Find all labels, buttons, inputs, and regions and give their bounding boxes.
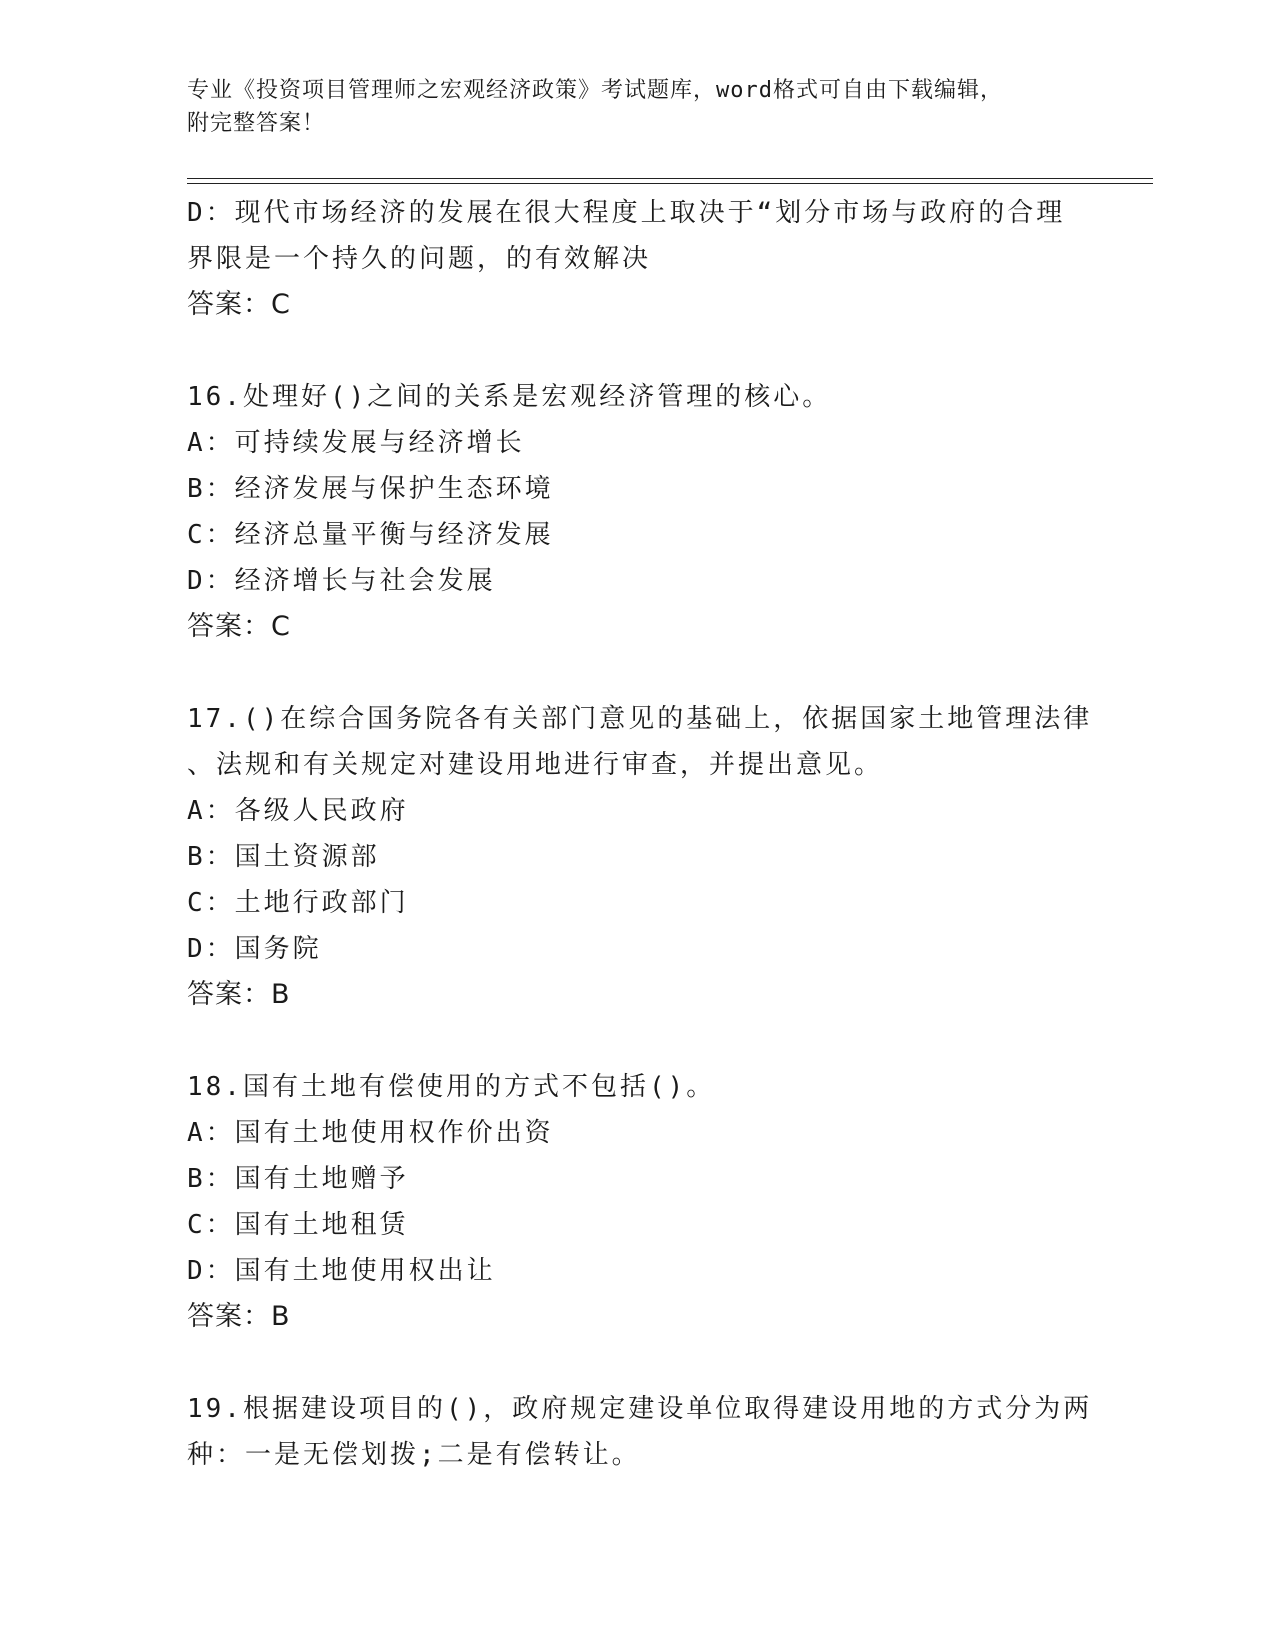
option-b: B：经济发展与保护生态环境 — [187, 474, 554, 504]
question-stem-continued: 种：一是无偿划拨;二是有偿转让。 — [187, 1440, 641, 1470]
header-rule-bottom — [187, 183, 1153, 184]
question-stem: 16.处理好()之间的关系是宏观经济管理的核心。 — [187, 382, 832, 412]
option-d: D：经济增长与社会发展 — [187, 566, 496, 596]
question-18 — [187, 1064, 1087, 1340]
question-16 — [187, 374, 1087, 650]
option-b: B：国土资源部 — [187, 842, 380, 872]
option-a: A：各级人民政府 — [187, 796, 409, 826]
document-header — [187, 74, 1087, 140]
question-list — [187, 190, 1093, 1478]
answer-label: 答案：C — [187, 611, 291, 642]
answer-label: 答案：B — [187, 1301, 291, 1332]
option-d: D：国有土地使用权出让 — [187, 1256, 496, 1286]
question-stem: 17.()在综合国务院各有关部门意见的基础上，依据国家土地管理法律 — [187, 704, 1093, 734]
question-stem-continued: 、法规和有关规定对建设用地进行审查，并提出意见。 — [187, 750, 884, 780]
answer-label: 答案：C — [187, 289, 291, 320]
question-15-tail — [187, 190, 1087, 328]
question-19 — [187, 1386, 1093, 1478]
question-17 — [187, 696, 1093, 1018]
option-b: B：国有土地赠予 — [187, 1164, 409, 1194]
option-d-continued: 界限是一个持久的问题，的有效解决 — [187, 244, 652, 274]
option-d: D：现代市场经济的发展在很大程度上取决于“划分市场与政府的合理 — [187, 198, 1066, 228]
option-a: A：国有土地使用权作价出资 — [187, 1118, 554, 1148]
option-a: A：可持续发展与经济增长 — [187, 428, 525, 458]
option-c: C：土地行政部门 — [187, 888, 409, 918]
header-line-1: 专业《投资项目管理师之宏观经济政策》考试题库，word格式可自由下载编辑， — [187, 78, 1003, 103]
option-d: D：国务院 — [187, 934, 322, 964]
header-rule-top — [187, 178, 1153, 179]
header-line-2: 附完整答案！ — [187, 111, 326, 136]
option-c: C：经济总量平衡与经济发展 — [187, 520, 554, 550]
answer-label: 答案：B — [187, 979, 291, 1010]
option-c: C：国有土地租赁 — [187, 1210, 409, 1240]
question-stem: 18.国有土地有偿使用的方式不包括()。 — [187, 1072, 716, 1102]
question-stem: 19.根据建设项目的()，政府规定建设单位取得建设用地的方式分为两 — [187, 1394, 1093, 1424]
